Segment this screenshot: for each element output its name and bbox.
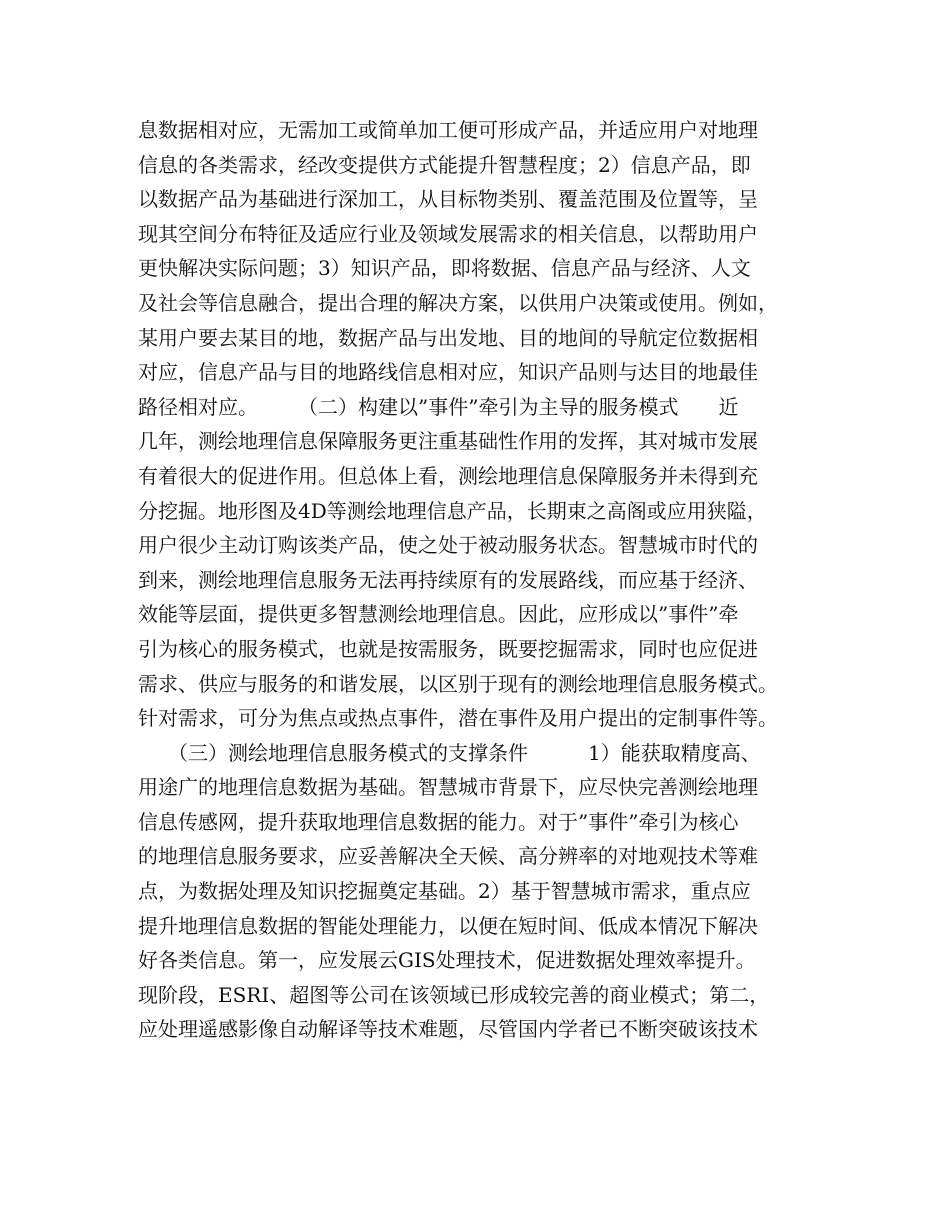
text-line: 现阶段，ESRI、超图等公司在该领域已形成较完善的商业模式；第二， — [138, 982, 770, 1007]
body-text — [138, 113, 828, 1047]
text-line: 需求、供应与服务的和谐发展，以区别于现有的测绘地理信息服务模式。 — [138, 671, 778, 696]
text-line: 有着很大的促进作用。但总体上看，测绘地理信息保障服务并未得到充 — [138, 463, 758, 488]
text-line: 及社会等信息融合，提出合理的解决方案，以供用户决策或使用。例如， — [138, 290, 778, 315]
text-line: 的地理信息服务要求，应妥善解决全天候、高分辨率的对地观技术等难 — [138, 844, 758, 869]
text-line: 好各类信息。第一，应发展云GIS处理技术，促进数据处理效率提升。 — [138, 948, 756, 973]
text-line: 提升地理信息数据的智能处理能力，以便在短时间、低成本情况下解决 — [138, 913, 758, 938]
text-line: 信息传感网，提升获取地理信息数据的能力。对于”事件”牵引为核心 — [138, 809, 739, 834]
text-line: 效能等层面，提供更多智慧测绘地理信息。因此，应形成以”事件”牵 — [138, 602, 739, 627]
text-line: 息数据相对应，无需加工或简单加工便可形成产品，并适应用户对地理 — [138, 118, 758, 142]
text-line: 信息的各类需求，经改变提供方式能提升智慧程度；2）信息产品，即 — [138, 152, 751, 177]
text-line: 点，为数据处理及知识挖掘奠定基础。2）基于智慧城市需求，重点应 — [138, 879, 751, 904]
text-line: 引为核心的服务模式，也就是按需服务，既要挖掘需求，同时也应促进 — [138, 636, 758, 661]
text-line: 几年，测绘地理信息保障服务更注重基础性作用的发挥，其对城市发展 — [138, 429, 758, 454]
text-line: 应处理遥感影像自动解译等技术难题，尽管国内学者已不断突破该技术 — [138, 1017, 758, 1042]
text-line: 到来，测绘地理信息服务无法再持续原有的发展路线，而应基于经济、 — [138, 567, 758, 592]
text-line: 某用户要去某目的地，数据产品与出发地、目的地间的导航定位数据相 — [138, 325, 758, 350]
text-line: 更快解决实际问题；3）知识产品，即将数据、信息产品与经济、人文 — [138, 256, 751, 281]
text-line: 现其空间分布特征及适应行业及领域发展需求的相关信息，以帮助用户 — [138, 221, 758, 246]
text-line: 用户很少主动订购该类产品，使之处于被动服务状态。智慧城市时代的 — [138, 533, 758, 558]
text-line: 用途广的地理信息数据为基础。智慧城市背景下，应尽快完善测绘地理 — [138, 775, 758, 800]
text-line: 针对需求，可分为焦点或热点事件，潜在事件及用户提出的定制事件等。 — [138, 706, 778, 731]
text-line: （三）测绘地理信息服务模式的支撑条件 1）能获取精度高、 — [138, 740, 761, 765]
text-line: 分挖掘。地形图及4D等测绘地理信息产品，长期束之高阁或应用狭隘， — [138, 498, 767, 523]
text-line: 对应，信息产品与目的地路线信息相对应，知识产品则与达目的地最佳 — [138, 360, 758, 385]
text-line: 路径相对应。 （二）构建以”事件”牵引为主导的服务模式 近 — [138, 394, 739, 419]
text-line: 以数据产品为基础进行深加工，从目标物类别、覆盖范围及位置等，呈 — [138, 187, 758, 212]
